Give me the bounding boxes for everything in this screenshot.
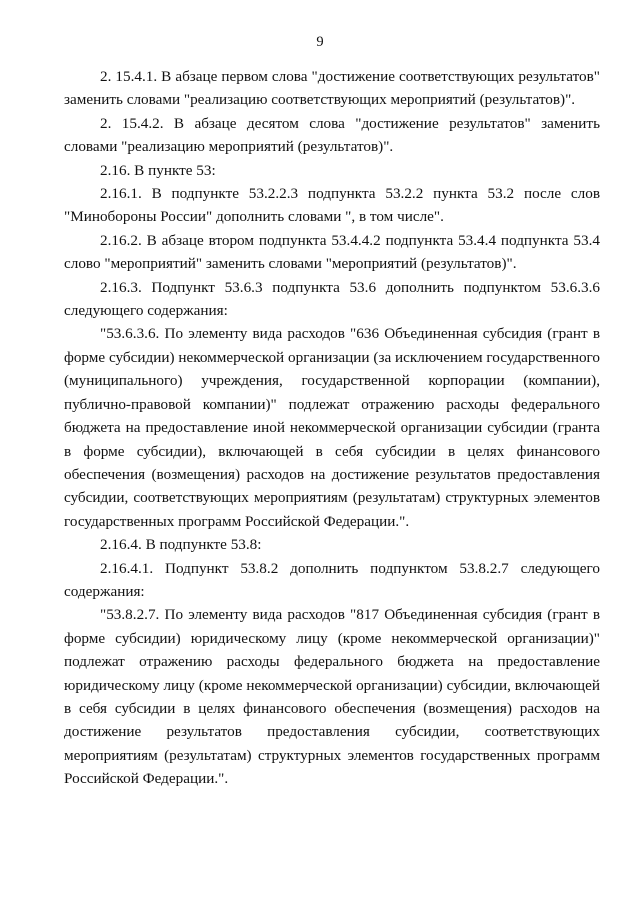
paragraph-2-16-4: 2.16.4. В подпункте 53.8: bbox=[100, 536, 262, 554]
paragraph-15-4-2: 2. 15.4.2. В абзаце десятом слова "достижение результатов" заменить словами "реализацию мероприятий (результатов)". bbox=[64, 114, 600, 156]
page-number: 9 bbox=[316, 34, 324, 50]
paragraph-53-6-3-6-quote: "53.6.3.6. По элементу вида расходов "636 Объединенная субсидия (грант в форме субсидии) некоммерческой организации (за исключением государственного (муниципального) учреждения, государственной корпорации (компании), публично-правовой компании)" подлежат отражению расходы федерального бюджета на предоставление иной некоммерческой организации субсидии (гранта в форме субсидии), включающей в себя субсидии в целях финансового обеспечения (возмещения) расходов на достижение результатов предоставления субсидии, соответствующих мероприятиям (результатам) структурных элементов государственных программ Российской Федерации.". bbox=[64, 325, 600, 530]
paragraph-2-16-1: 2.16.1. В подпункте 53.2.2.3 подпункта 53.2.2 пункта 53.2 после слов "Минобороны России" дополнить словами ", в том числе". bbox=[64, 185, 600, 226]
document-body bbox=[64, 65, 600, 791]
paragraph-15-4-1: 2. 15.4.1. В абзаце первом слова "достижение соответствующих результатов" заменить словами "реализацию соответствующих мероприятий (результатов)". bbox=[64, 68, 600, 109]
paragraph-2-16: 2.16. В пункте 53: bbox=[100, 161, 216, 179]
paragraph-2-16-3: 2.16.3. Подпункт 53.6.3 подпункта 53.6 дополнить подпунктом 53.6.3.6 следующего содержания: bbox=[64, 278, 600, 320]
paragraph-2-16-4-1: 2.16.4.1. Подпункт 53.8.2 дополнить подпунктом 53.8.2.7 следующего содержания: bbox=[64, 559, 600, 600]
paragraph-53-8-2-7-quote: "53.8.2.7. По элементу вида расходов "817 Объединенная субсидия (грант в форме субсидии) юридическому лицу (кроме некоммерческой организации)" подлежат отражению расходы федерального бюджета на предоставление юридическому лицу (кроме некоммерческой организации) субсидии, включающей в себя субсидии в целях финансового обеспечения (возмещения) расходов на достижение результатов предоставления субсидии, соответствующих мероприятиям (результатам) структурных элементов государственных программ Российской Федерации.". bbox=[64, 606, 600, 788]
paragraph-2-16-2: 2.16.2. В абзаце втором подпункта 53.4.4.2 подпункта 53.4.4 подпункта 53.4 слово "мероприятий" заменить словами "мероприятий (результатов)". bbox=[64, 231, 600, 273]
